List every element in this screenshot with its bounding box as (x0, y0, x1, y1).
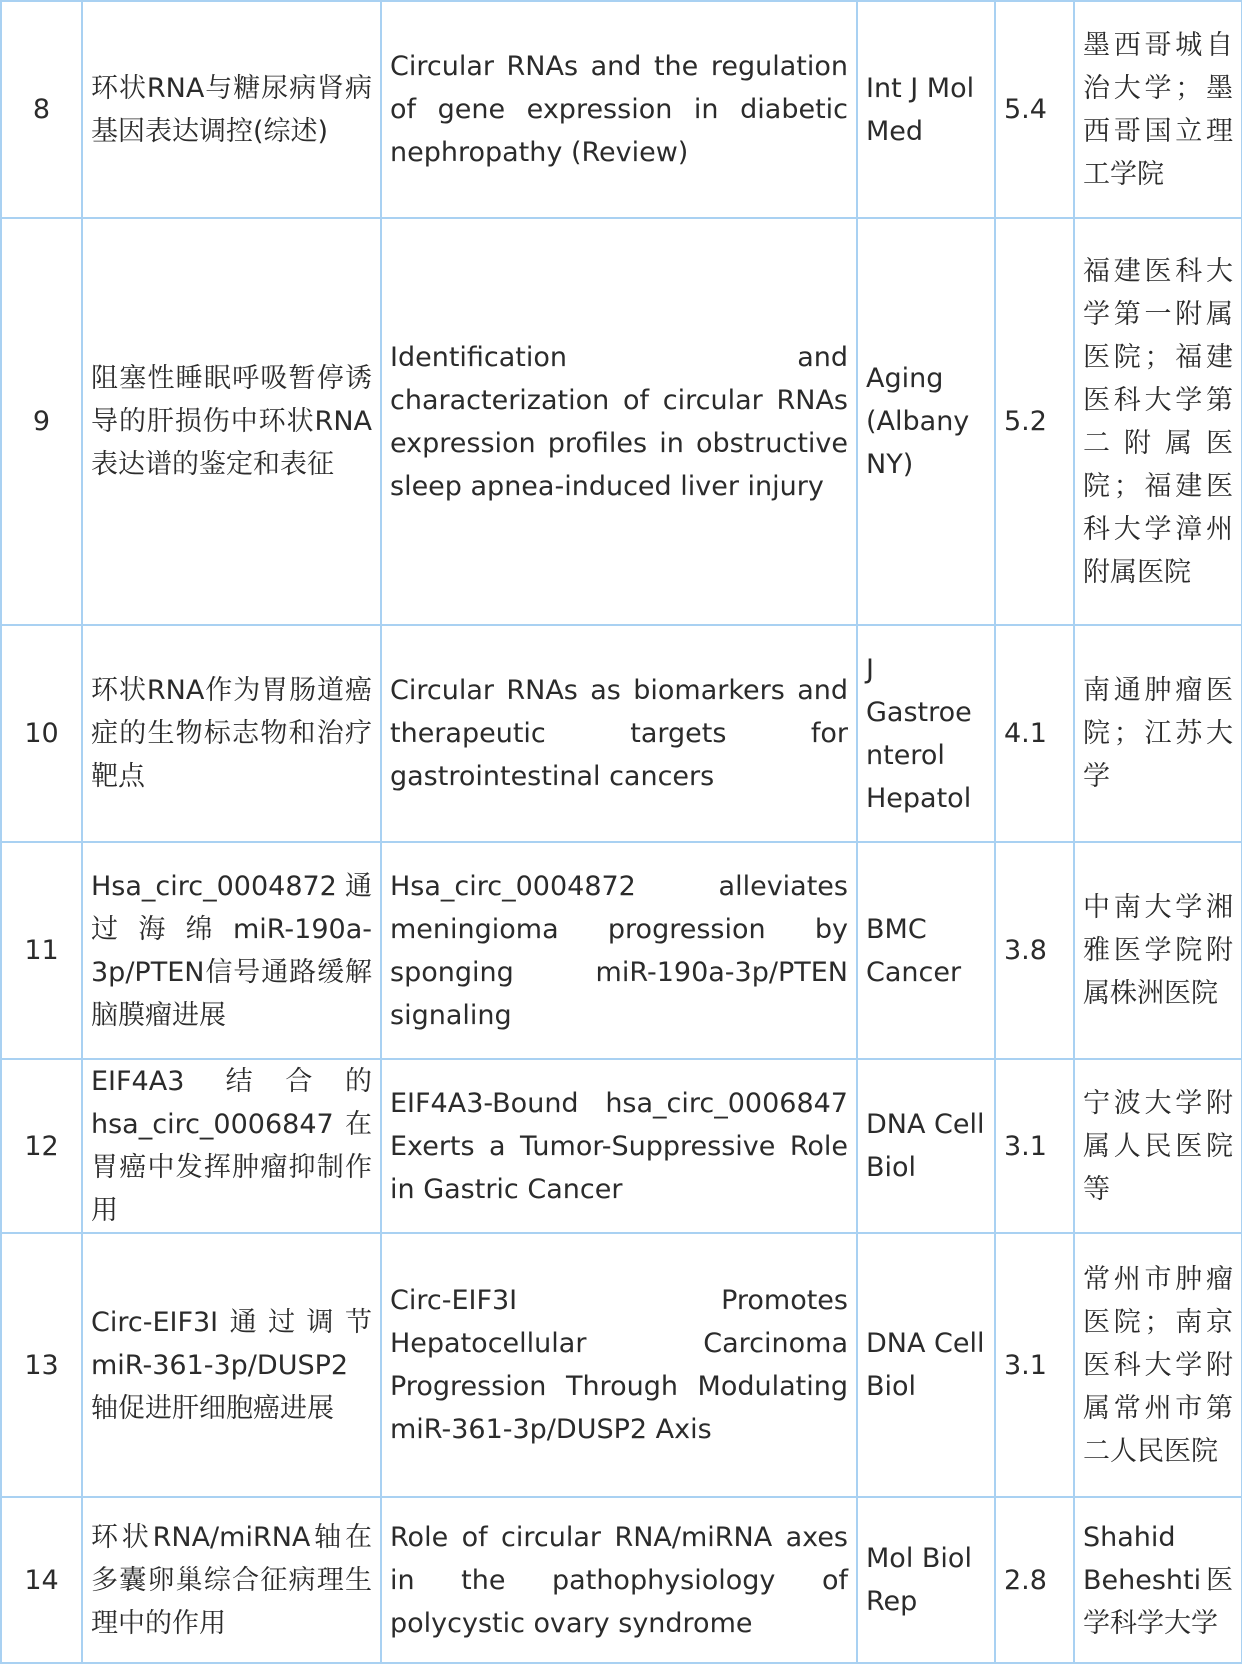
institution: 中南大学湘雅医学院附属株洲医院 (1074, 842, 1242, 1059)
title-en: Hsa_circ_0004872 alleviates meningioma progression by sponging miR-190a-3p/PTEN signaling (381, 842, 857, 1059)
title-zh: 环状RNA/miRNA轴在多囊卵巢综合征病理生理中的作用 (82, 1497, 381, 1663)
impact-factor: 3.8 (995, 842, 1074, 1059)
table-row (1, 1059, 1242, 1233)
institution: 宁波大学附属人民医院等 (1074, 1059, 1242, 1233)
row-number: 11 (1, 842, 82, 1059)
journal: DNA Cell Biol (857, 1233, 995, 1497)
table-row (1, 218, 1242, 625)
row-number: 14 (1, 1497, 82, 1663)
row-number: 9 (1, 218, 82, 625)
title-en: Identification and characterization of circular RNAs expression profiles in obstructive sleep apnea-induced liver injury (381, 218, 857, 625)
institution: 南通肿瘤医院；江苏大学 (1074, 625, 1242, 842)
title-en: Circ-EIF3I Promotes Hepatocellular Carcinoma Progression Through Modulating miR-361-3p/DUSP2 Axis (381, 1233, 857, 1497)
title-en: EIF4A3-Bound hsa_circ_0006847 Exerts a Tumor-Suppressive Role in Gastric Cancer (381, 1059, 857, 1233)
institution: 福建医科大学第一附属医院；福建医科大学第二附属医院；福建医科大学漳州附属医院 (1074, 218, 1242, 625)
impact-factor: 5.2 (995, 218, 1074, 625)
table-row (1, 1233, 1242, 1497)
journal: BMC Cancer (857, 842, 995, 1059)
row-number: 12 (1, 1059, 82, 1233)
institution: Shahid Beheshti医学科学大学 (1074, 1497, 1242, 1663)
row-number: 10 (1, 625, 82, 842)
impact-factor: 3.1 (995, 1233, 1074, 1497)
row-number: 8 (1, 1, 82, 218)
row-number: 13 (1, 1233, 82, 1497)
institution: 常州市肿瘤医院；南京医科大学附属常州市第二人民医院 (1074, 1233, 1242, 1497)
journal: Int J Mol Med (857, 1, 995, 218)
table-row (1, 1, 1242, 218)
journal: Aging (Albany NY) (857, 218, 995, 625)
title-zh: Hsa_circ_0004872通过海绵miR-190a-3p/PTEN信号通路缓解脑膜瘤进展 (82, 842, 381, 1059)
institution: 墨西哥城自治大学；墨西哥国立理工学院 (1074, 1, 1242, 218)
impact-factor: 4.1 (995, 625, 1074, 842)
table-row (1, 1497, 1242, 1663)
title-zh: 环状RNA与糖尿病肾病基因表达调控(综述) (82, 1, 381, 218)
table-row (1, 625, 1242, 842)
title-en: Role of circular RNA/miRNA axes in the pathophysiology of polycystic ovary syndrome (381, 1497, 857, 1663)
table-row (1, 842, 1242, 1059)
papers-table-body (1, 1, 1242, 1663)
journal: Mol Biol Rep (857, 1497, 995, 1663)
title-zh: Circ-EIF3I通过调节miR-361-3p/DUSP2轴促进肝细胞癌进展 (82, 1233, 381, 1497)
title-zh: EIF4A3 结合的hsa_circ_0006847在胃癌中发挥肿瘤抑制作用 (82, 1059, 381, 1233)
impact-factor: 2.8 (995, 1497, 1074, 1663)
title-zh: 阻塞性睡眠呼吸暂停诱导的肝损伤中环状RNA表达谱的鉴定和表征 (82, 218, 381, 625)
impact-factor: 5.4 (995, 1, 1074, 218)
title-en: Circular RNAs and the regulation of gene expression in diabetic nephropathy (Review) (381, 1, 857, 218)
title-zh: 环状RNA作为胃肠道癌症的生物标志物和治疗靶点 (82, 625, 381, 842)
impact-factor: 3.1 (995, 1059, 1074, 1233)
journal: J Gastroenterol Hepatol (857, 625, 995, 842)
title-en: Circular RNAs as biomarkers and therapeutic targets for gastrointestinal cancers (381, 625, 857, 842)
journal: DNA Cell Biol (857, 1059, 995, 1233)
